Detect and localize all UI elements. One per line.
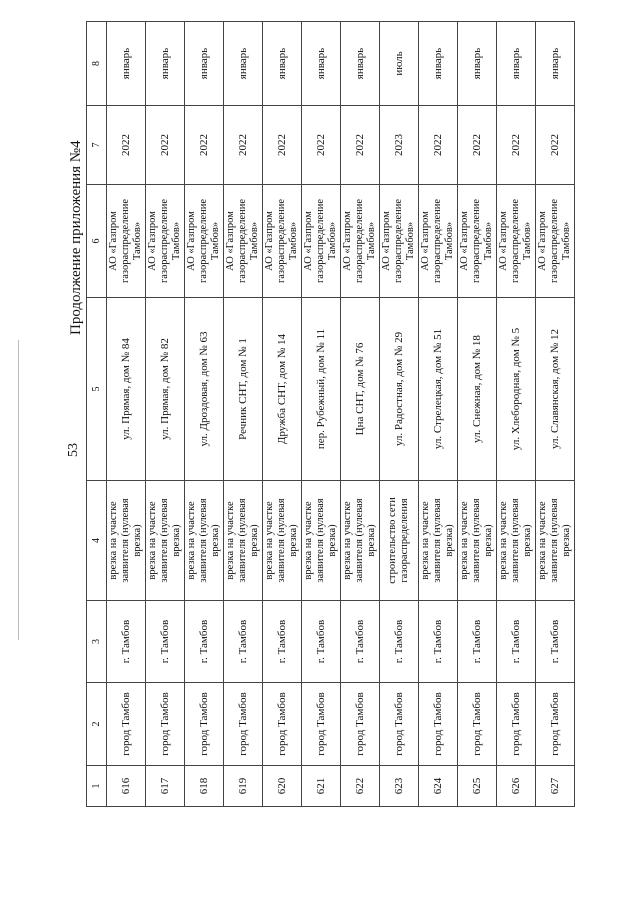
cell-address: пер. Рубежный, дом № 11: [302, 298, 341, 481]
cell-year: 2022: [224, 106, 263, 185]
cell-address: ул. Хлебородная, дом № 5: [497, 298, 536, 481]
cell-work-type: врезка на участке заявителя (нулевая врезка): [185, 481, 224, 601]
page-number: 53: [66, 443, 81, 457]
cell-month: январь: [302, 22, 341, 106]
cell-row-number: 617: [146, 766, 185, 807]
cell-month: январь: [185, 22, 224, 106]
cell-municipality: город Тамбов: [107, 683, 146, 766]
cell-work-type: врезка на участке заявителя (нулевая врезка): [146, 481, 185, 601]
cell-month: январь: [341, 22, 380, 106]
header-cell: 1: [87, 766, 107, 807]
cell-organization: АО «Газпром газораспределение Тамбов»: [107, 185, 146, 298]
cell-organization: АО «Газпром газораспределение Тамбов»: [263, 185, 302, 298]
cell-work-type: врезка на участке заявителя (нулевая врезка): [419, 481, 458, 601]
cell-work-type: врезка на участке заявителя (нулевая врезка): [536, 481, 575, 601]
cell-settlement: г. Тамбов: [341, 601, 380, 683]
cell-settlement: г. Тамбов: [146, 601, 185, 683]
table-row: [497, 22, 536, 807]
cell-settlement: г. Тамбов: [107, 601, 146, 683]
cell-settlement: г. Тамбов: [419, 601, 458, 683]
table-row: [458, 22, 497, 807]
header-cell: 8: [87, 22, 107, 106]
cell-organization: АО «Газпром газораспределение Тамбов»: [536, 185, 575, 298]
cell-address: ул. Прямая, дом № 82: [146, 298, 185, 481]
header-cell: 5: [87, 298, 107, 481]
cell-address: ул. Стрелецкая, дом № 51: [419, 298, 458, 481]
cell-municipality: город Тамбов: [536, 683, 575, 766]
cell-row-number: 622: [341, 766, 380, 807]
table-row: [380, 22, 419, 807]
cell-municipality: город Тамбов: [263, 683, 302, 766]
cell-organization: АО «Газпром газораспределение Тамбов»: [146, 185, 185, 298]
cell-row-number: 626: [497, 766, 536, 807]
cell-municipality: город Тамбов: [302, 683, 341, 766]
cell-municipality: город Тамбов: [419, 683, 458, 766]
header-cell: 2: [87, 683, 107, 766]
cell-year: 2022: [302, 106, 341, 185]
cell-work-type: врезка на участке заявителя (нулевая врезка): [458, 481, 497, 601]
cell-address: ул. Дроздовая, дом № 63: [185, 298, 224, 481]
cell-work-type: строительство сети газораспределения: [380, 481, 419, 601]
cell-work-type: врезка на участке заявителя (нулевая врезка): [107, 481, 146, 601]
cell-organization: АО «Газпром газораспределение Тамбов»: [302, 185, 341, 298]
cell-month: январь: [146, 22, 185, 106]
cell-year: 2022: [536, 106, 575, 185]
cell-work-type: врезка на участке заявителя (нулевая врезка): [302, 481, 341, 601]
cell-row-number: 624: [419, 766, 458, 807]
cell-row-number: 616: [107, 766, 146, 807]
cell-row-number: 623: [380, 766, 419, 807]
cell-work-type: врезка на участке заявителя (нулевая врезка): [341, 481, 380, 601]
cell-month: январь: [536, 22, 575, 106]
header-cell: 7: [87, 106, 107, 185]
cell-municipality: город Тамбов: [497, 683, 536, 766]
cell-month: январь: [458, 22, 497, 106]
header-cell: 3: [87, 601, 107, 683]
cell-settlement: г. Тамбов: [224, 601, 263, 683]
cell-month: январь: [107, 22, 146, 106]
cell-settlement: г. Тамбов: [263, 601, 302, 683]
cell-year: 2022: [341, 106, 380, 185]
cell-year: 2022: [263, 106, 302, 185]
header-row: [87, 22, 107, 807]
cell-settlement: г. Тамбов: [458, 601, 497, 683]
data-table: [86, 21, 575, 807]
table-row: [263, 22, 302, 807]
cell-work-type: врезка на участке заявителя (нулевая врезка): [224, 481, 263, 601]
cell-organization: АО «Газпром газораспределение Тамбов»: [497, 185, 536, 298]
cell-work-type: врезка на участке заявителя (нулевая врезка): [497, 481, 536, 601]
cell-month: июль: [380, 22, 419, 106]
table-row: [224, 22, 263, 807]
cell-organization: АО «Газпром газораспределение Тамбов»: [458, 185, 497, 298]
cell-municipality: город Тамбов: [341, 683, 380, 766]
cell-address: Дружба СНТ, дом № 14: [263, 298, 302, 481]
cell-settlement: г. Тамбов: [536, 601, 575, 683]
cell-settlement: г. Тамбов: [185, 601, 224, 683]
cell-organization: АО «Газпром газораспределение Тамбов»: [419, 185, 458, 298]
cell-row-number: 621: [302, 766, 341, 807]
cell-year: 2022: [458, 106, 497, 185]
cell-municipality: город Тамбов: [458, 683, 497, 766]
cell-year: 2022: [107, 106, 146, 185]
table-row: [146, 22, 185, 807]
cell-month: январь: [224, 22, 263, 106]
cell-address: ул. Снежная, дом № 18: [458, 298, 497, 481]
cell-municipality: город Тамбов: [146, 683, 185, 766]
appendix-title: Продолжение приложения №4: [68, 140, 84, 335]
table-row: [341, 22, 380, 807]
cell-row-number: 620: [263, 766, 302, 807]
cell-year: 2022: [497, 106, 536, 185]
cell-year: 2022: [146, 106, 185, 185]
cell-row-number: 618: [185, 766, 224, 807]
cell-month: январь: [497, 22, 536, 106]
table-row: [185, 22, 224, 807]
cell-settlement: г. Тамбов: [380, 601, 419, 683]
cell-address: Цна СНТ, дом № 76: [341, 298, 380, 481]
cell-year: 2022: [419, 106, 458, 185]
cell-municipality: город Тамбов: [185, 683, 224, 766]
table-row: [302, 22, 341, 807]
cell-address: ул. Радостная, дом № 29: [380, 298, 419, 481]
cell-municipality: город Тамбов: [224, 683, 263, 766]
cell-address: ул. Славянская, дом № 12: [536, 298, 575, 481]
header-cell: 4: [87, 481, 107, 601]
cell-row-number: 625: [458, 766, 497, 807]
cell-organization: АО «Газпром газораспределение Тамбов»: [380, 185, 419, 298]
cell-year: 2023: [380, 106, 419, 185]
cell-settlement: г. Тамбов: [302, 601, 341, 683]
table-row: [536, 22, 575, 807]
table-body: [87, 22, 575, 807]
cell-work-type: врезка на участке заявителя (нулевая врезка): [263, 481, 302, 601]
cell-settlement: г. Тамбов: [497, 601, 536, 683]
cell-row-number: 627: [536, 766, 575, 807]
cell-organization: АО «Газпром газораспределение Тамбов»: [185, 185, 224, 298]
cell-organization: АО «Газпром газораспределение Тамбов»: [341, 185, 380, 298]
cell-address: Речник СНТ, дом № 1: [224, 298, 263, 481]
cell-month: январь: [419, 22, 458, 106]
cell-address: ул. Прямая, дом № 84: [107, 298, 146, 481]
cell-year: 2022: [185, 106, 224, 185]
cell-organization: АО «Газпром газораспределение Тамбов»: [224, 185, 263, 298]
header-cell: 6: [87, 185, 107, 298]
cell-month: январь: [263, 22, 302, 106]
cell-row-number: 619: [224, 766, 263, 807]
table-row: [107, 22, 146, 807]
cell-municipality: город Тамбов: [380, 683, 419, 766]
table-row: [419, 22, 458, 807]
